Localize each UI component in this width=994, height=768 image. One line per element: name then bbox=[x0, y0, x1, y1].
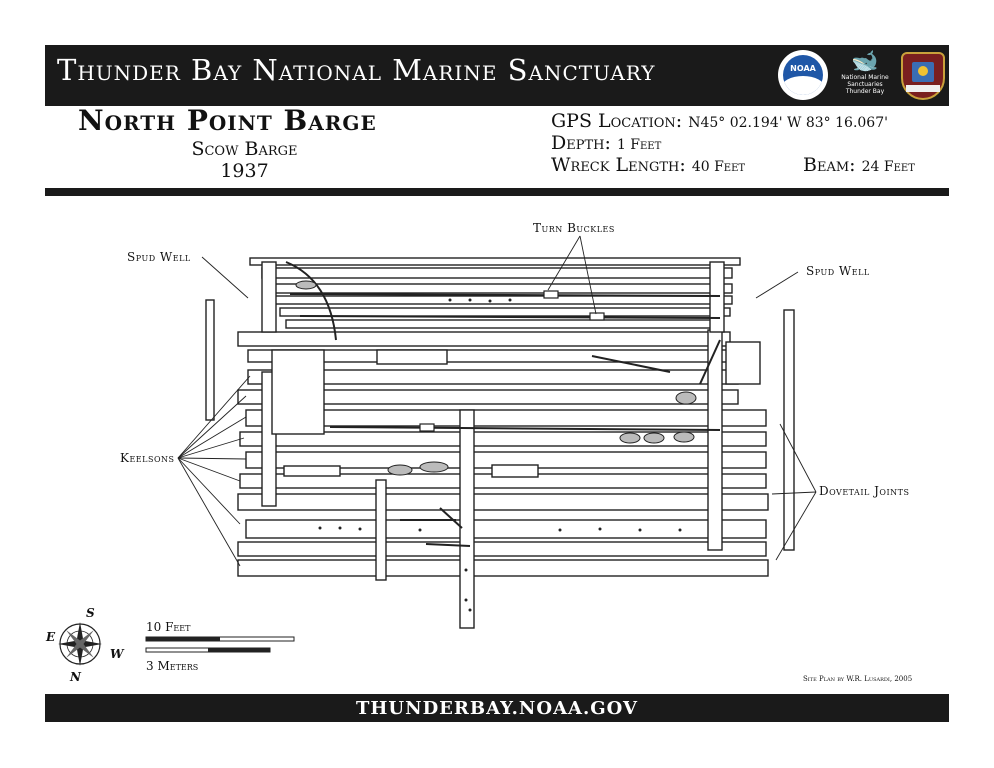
loose-plate-3 bbox=[284, 466, 340, 476]
debris-2 bbox=[420, 462, 448, 472]
plank-4 bbox=[286, 320, 716, 328]
label-dovetail-joints: Dovetail Joints bbox=[819, 484, 910, 498]
whale-tail-icon: 🐋 bbox=[851, 49, 879, 74]
compass-n: N bbox=[70, 670, 82, 684]
turn-buckle-3 bbox=[420, 424, 434, 431]
wreck-length-label: Wreck Length: bbox=[551, 154, 686, 176]
depth-value: 1 Feet bbox=[616, 137, 662, 153]
depth-label: Depth: bbox=[551, 132, 611, 154]
spud-post-left bbox=[206, 300, 214, 420]
spud-post-right bbox=[784, 310, 794, 550]
debris-7 bbox=[296, 281, 316, 289]
spud-frame-left bbox=[262, 262, 276, 332]
label-turn-buckles: Turn Buckles bbox=[533, 221, 615, 235]
compass-s: S bbox=[86, 606, 96, 620]
sanctuary-title: Thunder Bay National Marine Sanctuary bbox=[57, 53, 656, 87]
loose-plate-5 bbox=[726, 342, 760, 384]
frame-center-left bbox=[376, 480, 386, 580]
barge-hull bbox=[206, 258, 794, 628]
scale-meters-label: 3 Meters bbox=[146, 659, 199, 673]
noaa-logo-text: NOAA bbox=[790, 64, 816, 73]
keelson-11 bbox=[238, 542, 766, 556]
loose-plate-1 bbox=[377, 350, 447, 364]
site-plan-credit: Site Plan by W.R. Lusardi, 2005 bbox=[803, 675, 913, 683]
scale-bars bbox=[146, 637, 294, 652]
debris-1 bbox=[388, 465, 412, 475]
loose-plate-2 bbox=[272, 350, 324, 434]
label-spud-well-right: Spud Well bbox=[806, 264, 870, 278]
keelson-1 bbox=[238, 332, 730, 346]
debris-4 bbox=[644, 433, 664, 443]
loose-plate-4 bbox=[492, 465, 538, 477]
debris-3 bbox=[620, 433, 640, 443]
turn-buckle-2 bbox=[590, 313, 604, 320]
keelson-9 bbox=[238, 494, 768, 510]
debris-5 bbox=[674, 432, 694, 442]
wreck-year: 1937 bbox=[220, 160, 269, 182]
compass-e: E bbox=[46, 630, 56, 644]
label-keelsons: Keelsons bbox=[120, 451, 175, 465]
frame-center bbox=[460, 410, 474, 628]
rod-3 bbox=[330, 427, 720, 430]
beam-label: Beam: bbox=[803, 154, 856, 176]
compass-w: W bbox=[110, 647, 124, 661]
side-rail-2 bbox=[262, 268, 732, 278]
keelson-12 bbox=[238, 560, 768, 576]
spud-frame-right bbox=[710, 262, 724, 332]
debris-6 bbox=[676, 392, 696, 404]
sanctuary-logo-line1: National Marine bbox=[841, 74, 889, 81]
plank-2 bbox=[272, 296, 732, 304]
side-rail-top bbox=[250, 258, 740, 265]
sanctuary-logo-line3: Thunder Bay bbox=[845, 88, 885, 95]
wreck-type: Scow Barge bbox=[191, 138, 298, 160]
label-spud-well-left: Spud Well bbox=[127, 250, 191, 264]
wreck-name: North Point Barge bbox=[78, 104, 377, 137]
footer-url-link[interactable]: THUNDERBAY.NOAA.GOV bbox=[356, 698, 638, 719]
beam-value: 24 Feet bbox=[861, 159, 915, 175]
wreck-length-value: 40 Feet bbox=[691, 159, 746, 175]
scale-feet-label: 10 Feet bbox=[146, 620, 191, 634]
plank-3 bbox=[280, 308, 730, 316]
gps-label: GPS Location: bbox=[551, 110, 683, 132]
compass-rose-icon bbox=[58, 622, 102, 666]
footer-bar bbox=[45, 694, 949, 722]
plank-1 bbox=[272, 284, 732, 293]
turn-buckle-1 bbox=[544, 291, 558, 298]
sanctuary-logo-line2: Sanctuaries bbox=[847, 81, 883, 88]
gps-value: N45° 02.194' W 83° 16.067' bbox=[688, 115, 888, 131]
keelson-10 bbox=[246, 520, 766, 538]
